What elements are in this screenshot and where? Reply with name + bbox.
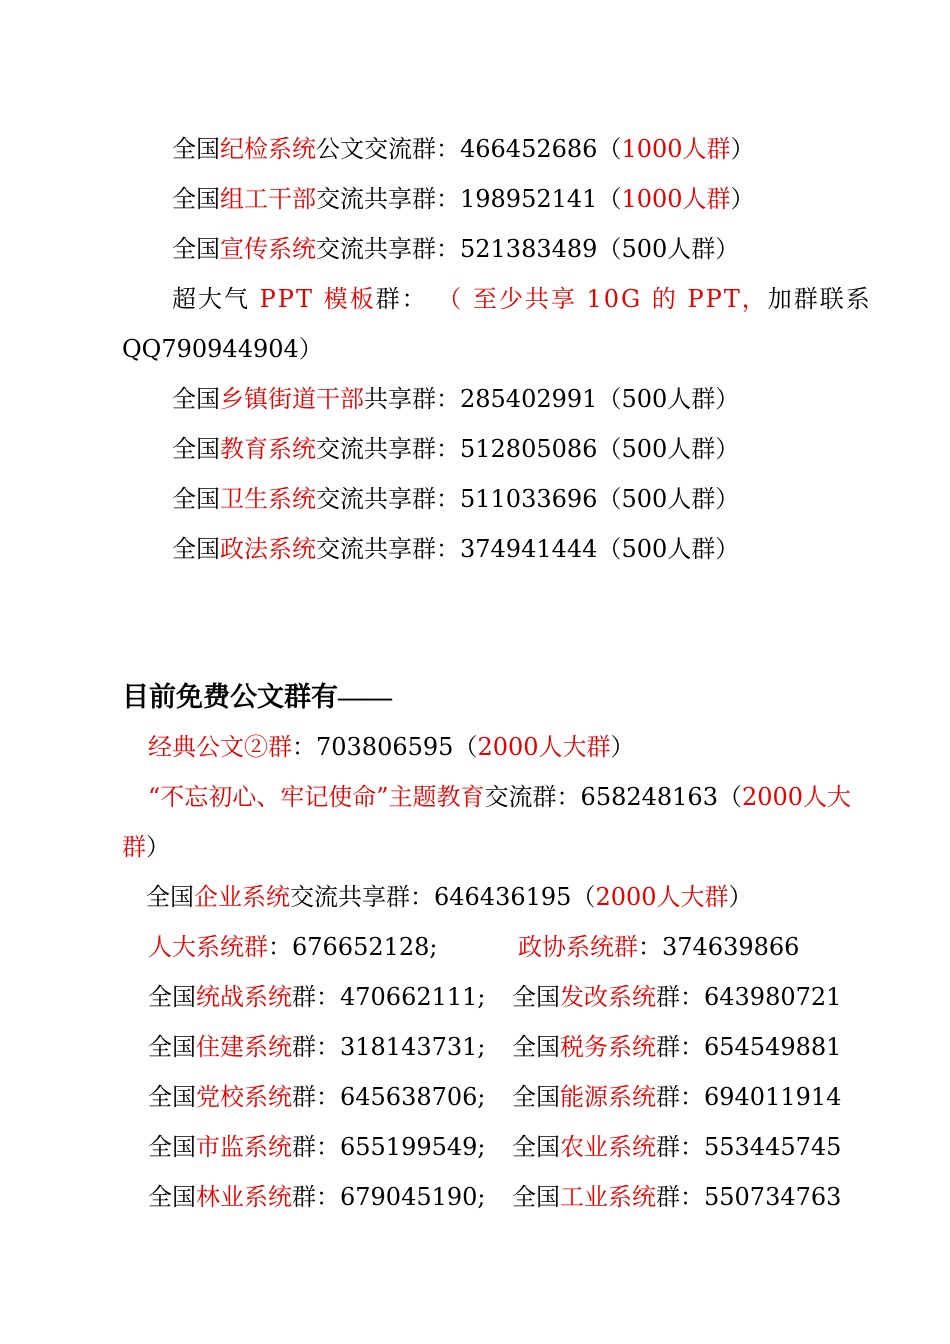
highlight-text: 经典公文②群 [148, 733, 292, 761]
group-number: 643980721 [704, 983, 842, 1011]
suffix-text: 群： [292, 983, 340, 1011]
free-groups-heading: 目前免费公文群有—— [122, 682, 392, 712]
group-line-united-front [148, 982, 486, 1012]
prefix-text: 全国 [172, 235, 220, 263]
suffix-text: 交流共享群： [316, 485, 460, 513]
highlight-text: 税务系统 [560, 1033, 656, 1061]
paren-open: （ [597, 535, 622, 563]
suffix-text: 群： [656, 1133, 704, 1161]
group-size: 500人群 [621, 235, 716, 263]
paren-open: （ [437, 285, 464, 313]
group-number: 676652128; [292, 933, 438, 961]
paren-close: ） [610, 733, 635, 761]
prefix-text: 全国 [512, 1133, 560, 1161]
ppt-contact: 加群联系 [767, 285, 872, 313]
group-line-development-reform [512, 982, 841, 1012]
highlight-text: 发改系统 [560, 983, 656, 1011]
group-line-forestry [148, 1182, 486, 1212]
group-line-propaganda [172, 234, 739, 264]
suffix-text: ： [292, 733, 316, 761]
highlight-text: 组工干部 [220, 185, 316, 213]
highlight-text: 纪检系统 [220, 135, 316, 163]
group-line-health [172, 484, 739, 514]
group-size: 2000人大 [741, 783, 852, 811]
suffix-text: 群： [292, 1033, 340, 1061]
group-number: 645638706; [340, 1083, 486, 1111]
prefix-text: 超大气 [172, 285, 250, 313]
group-number: 318143731; [340, 1033, 486, 1061]
paren-open: （ [597, 135, 622, 163]
group-line-enterprise [146, 882, 753, 912]
paren-open: （ [597, 185, 622, 213]
group-number: 466452686 [460, 135, 598, 163]
group-number: 655199549; [340, 1133, 486, 1161]
suffix-text: 群： [292, 1083, 340, 1111]
group-line-party-school [148, 1082, 486, 1112]
suffix-text: 交流共享群： [316, 235, 460, 263]
highlight-text: “不忘初心、牢记使命”主题教育 [148, 783, 485, 811]
highlight-text: 人大系统群 [148, 933, 268, 961]
suffix-text: 交流共享群： [316, 185, 460, 213]
highlight-text: 能源系统 [560, 1083, 656, 1111]
paren-open: （ [597, 435, 622, 463]
group-number: 658248163 [580, 783, 718, 811]
prefix-text: 全国 [146, 883, 194, 911]
group-number: 198952141 [460, 185, 598, 213]
prefix-text: 全国 [148, 983, 196, 1011]
group-line-cppcc [518, 932, 799, 962]
group-line-agriculture [512, 1132, 841, 1162]
prefix-text: 全国 [172, 385, 220, 413]
prefix-text: 全国 [172, 435, 220, 463]
suffix-text: 公文交流群： [316, 135, 460, 163]
group-line-npc [148, 932, 438, 962]
group-number: 374941444 [460, 535, 598, 563]
prefix-text: 全国 [148, 1083, 196, 1111]
paren-close: ） [715, 485, 740, 513]
group-line-industry [512, 1182, 841, 1212]
highlight-text: 政法系统 [220, 535, 316, 563]
paren-open: （ [571, 883, 596, 911]
paren-open: （ [597, 385, 622, 413]
paren-close: ） [728, 883, 753, 911]
highlight-text: 政协系统群 [518, 933, 638, 961]
group-size: 1000人群 [621, 185, 731, 213]
highlight-text: 市监系统 [196, 1133, 292, 1161]
group-number: 679045190; [340, 1183, 486, 1211]
suffix-text: 群： [292, 1183, 340, 1211]
group-number: 374639866 [662, 933, 800, 961]
prefix-text: 全国 [148, 1133, 196, 1161]
group-number: 646436195 [434, 883, 572, 911]
group-line-energy [512, 1082, 841, 1112]
suffix-text: ： [268, 933, 292, 961]
suffix-text: ： [638, 933, 662, 961]
highlight-text: 统战系统 [196, 983, 292, 1011]
theme-wrap-line [122, 832, 170, 862]
group-number: 654549881 [704, 1033, 842, 1061]
prefix-text: 全国 [512, 983, 560, 1011]
prefix-text: 全国 [172, 185, 220, 213]
group-line-township [172, 384, 739, 414]
group-number: 511033696 [460, 485, 598, 513]
group-number: 553445745 [704, 1133, 842, 1161]
highlight-text: 卫生系统 [220, 485, 316, 513]
ppt-qq-line [122, 334, 323, 364]
prefix-text: 全国 [148, 1033, 196, 1061]
suffix-text: 群： [656, 1083, 704, 1111]
group-number: 285402991 [460, 385, 598, 413]
suffix-text: 交流共享群： [290, 883, 434, 911]
group-size-wrap: 群 [122, 833, 146, 861]
paren-open: （ [597, 235, 622, 263]
group-number: 521383489 [460, 235, 598, 263]
ppt-qq: QQ790944904） [122, 335, 323, 363]
paren-open: （ [453, 733, 478, 761]
suffix-text: 群： [656, 1033, 704, 1061]
suffix-text: 交流群： [484, 783, 581, 811]
paren-close: ） [715, 435, 740, 463]
highlight-text: 乡镇街道干部 [220, 385, 364, 413]
highlight-text: 林业系统 [196, 1183, 292, 1211]
highlight-text: 企业系统 [194, 883, 290, 911]
suffix-text: 交流共享群： [316, 535, 460, 563]
group-number: 703806595 [316, 733, 454, 761]
group-size: 1000人群 [621, 135, 731, 163]
group-line-housing [148, 1032, 486, 1062]
group-size: 500人群 [621, 485, 716, 513]
highlight-text: 宣传系统 [220, 235, 316, 263]
group-line-theme [148, 782, 851, 812]
suffix-text: 共享群： [364, 385, 460, 413]
group-line-discipline [172, 134, 755, 164]
prefix-text: 全国 [512, 1033, 560, 1061]
group-number: 550734763 [704, 1183, 842, 1211]
highlight-text: 党校系统 [196, 1083, 292, 1111]
highlight-text: 教育系统 [220, 435, 316, 463]
prefix-text: 全国 [172, 535, 220, 563]
group-size: 500人群 [621, 535, 716, 563]
group-line-market-supervision [148, 1132, 486, 1162]
group-number: 694011914 [704, 1083, 842, 1111]
paren-open: （ [597, 485, 622, 513]
group-size: 500人群 [621, 385, 716, 413]
suffix-text: 群： [656, 983, 704, 1011]
paren-close: ） [715, 535, 740, 563]
highlight-text: 农业系统 [560, 1133, 656, 1161]
paren-open: （ [717, 783, 742, 811]
paren-close: ） [730, 135, 755, 163]
paren-close: ） [146, 833, 170, 861]
group-size: 2000人大群 [477, 733, 611, 761]
ppt-note: 至少共享 10G 的 PPT， [472, 285, 768, 313]
paren-close: ） [730, 185, 755, 213]
paren-close: ） [715, 235, 740, 263]
suffix-text: 群： [656, 1183, 704, 1211]
prefix-text: 全国 [512, 1183, 560, 1211]
group-size: 2000人大群 [595, 883, 729, 911]
group-number: 512805086 [460, 435, 598, 463]
group-size: 500人群 [621, 435, 716, 463]
suffix-text: 群： [292, 1133, 340, 1161]
group-number: 470662111; [340, 983, 486, 1011]
suffix-text: 交流共享群： [316, 435, 460, 463]
highlight-text: 工业系统 [560, 1183, 656, 1211]
prefix-text: 全国 [148, 1183, 196, 1211]
prefix-text: 全国 [172, 485, 220, 513]
group-line-ppt [172, 284, 872, 314]
paren-close: ） [715, 385, 740, 413]
highlight-text: 住建系统 [196, 1033, 292, 1061]
group-line-education [172, 434, 739, 464]
group-line-classic [148, 732, 635, 762]
prefix-text: 全国 [512, 1083, 560, 1111]
suffix-text: 群： [375, 285, 428, 313]
group-line-taxation [512, 1032, 841, 1062]
prefix-text: 全国 [172, 135, 220, 163]
group-line-organization [172, 184, 755, 214]
group-line-legal [172, 534, 739, 564]
highlight-text: PPT 模板 [259, 285, 376, 313]
